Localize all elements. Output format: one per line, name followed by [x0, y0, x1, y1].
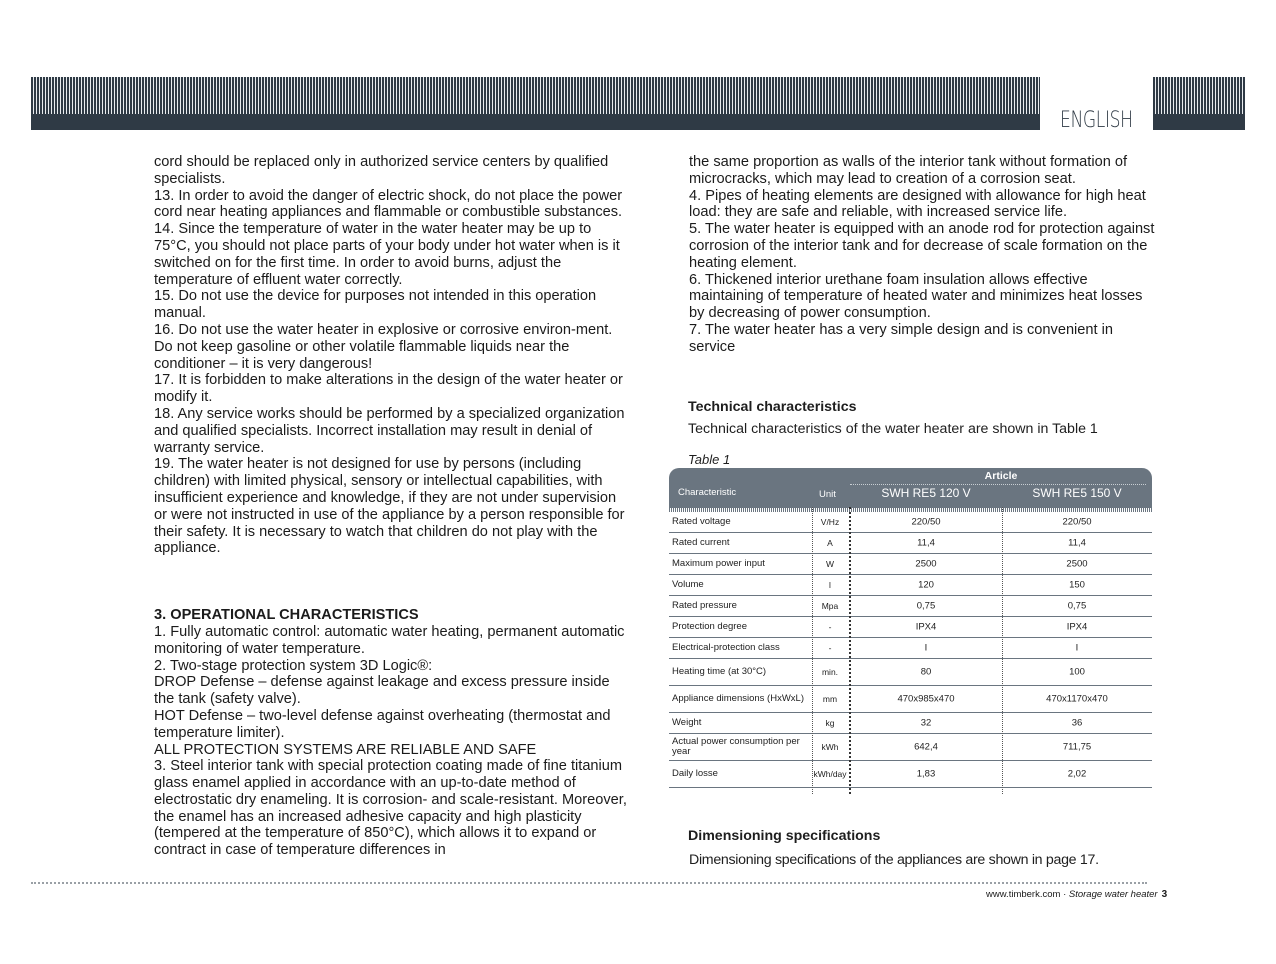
footer-title: Storage water heater: [1068, 889, 1158, 900]
table-row: Volume l 120 150: [669, 575, 1152, 596]
paragraph: 14. Since the temperature of water in the water heater may be up to 75°C, you should not place parts of your body under hot water when is it switched on for the first time. In order to avoid burns, adjust the temperature of effluent water correctly.: [154, 221, 620, 288]
paragraph: DROP Defense – defense against leakage and excess pressure inside the tank (safety valve).: [154, 674, 610, 708]
table-header: [669, 468, 1152, 508]
tech-characteristics-text: Technical characteristics of the water heater are shown in Table 1: [688, 421, 1098, 437]
table-row: Weight kg 32 36: [669, 713, 1152, 734]
header-bar-right: [1153, 77, 1245, 130]
section-title: 3. OPERATIONAL CHARACTERISTICS: [154, 607, 419, 624]
table-row: Rated current A 11,4 11,4: [669, 533, 1152, 554]
paragraph: 2. Two-stage protection system 3D Logic®:: [154, 657, 433, 674]
paragraph: 3. Steel interior tank with special protection coating made of fine titanium glass enamel applied in accordance with an up-to-date method of electrostatic dry enameling. It is corrosion- and scale-resistant. Moreover, the enamel has an increased adhesive capacity and high plasticity (tempered at the temperature of 850°C), which allows it to expand or contract in case of temperature differences in: [154, 758, 627, 859]
footer-divider: [31, 882, 1147, 884]
footer-site: www.timberk.com ·: [986, 889, 1069, 900]
header-bar-left: [31, 77, 1040, 130]
dimensioning-title: Dimensioning specifications: [688, 828, 881, 844]
article-label: Article: [984, 470, 1018, 482]
footer: [986, 889, 1167, 900]
paragraph: 13. In order to avoid the danger of electric shock, do not place the power cord near heating appliances and flammable or combustible substances.: [154, 187, 623, 221]
table-row: Rated voltage V/Hz 220/50 220/50: [669, 512, 1152, 533]
paragraph: the same proportion as walls of the interior tank without formation of microcracks, which may lead to creation of a corrosion seat.: [689, 154, 1128, 187]
header-characteristic: Characteristic: [678, 487, 737, 498]
left-column: [154, 154, 629, 859]
tech-table: [669, 468, 1152, 788]
table-row: Electrical-protection class - I I: [669, 638, 1152, 659]
paragraph: 1. Fully automatic control: automatic water heating, permanent automatic monitoring of water temperature.: [154, 623, 625, 657]
right-column: [689, 154, 1159, 356]
header-unit: Unit: [819, 489, 836, 500]
paragraph: HOT Defense – two-level defense against overheating (thermostat and temperature limiter).: [154, 707, 611, 741]
dimensioning-text: Dimensioning specifications of the appliances are shown in page 17.: [689, 852, 1099, 868]
table-row: Daily losse kWh/day 1,83 2,02: [669, 761, 1152, 788]
paragraph: 15. Do not use the device for purposes not intended in this operation manual.: [154, 288, 597, 322]
table-row: Protection degree - IPX4 IPX4: [669, 617, 1152, 638]
header-model-b: SWH RE5 150 V: [1032, 486, 1122, 500]
language-label: ENGLISH: [1060, 108, 1133, 133]
paragraph: ALL PROTECTION SYSTEMS ARE RELIABLE AND SAFE: [154, 741, 537, 758]
header-model-a: SWH RE5 120 V: [881, 486, 971, 500]
paragraph: 18. Any service works should be performed by a specialized organization and qualified specialists. Incorrect installation may result in denial of warranty service.: [154, 405, 625, 456]
paragraph: 7. The water heater has a very simple design and is convenient in service: [689, 321, 1114, 355]
paragraph: cord should be replaced only in authorized service centers by qualified specialists.: [154, 154, 609, 187]
paragraph: 5. The water heater is equipped with an anode rod for protection against corrosion of the interior tank and for decrease of scale formation on the heating element.: [689, 221, 1155, 271]
paragraph: 16. Do not use the water heater in explosive or corrosive environ-ment. Do not keep gasoline or other volatile flammable liquids near the conditioner – it is very dangerous!: [154, 321, 613, 372]
paragraph: 6. Thickened interior urethane foam insulation allows effective maintaining of temperature of heated water and minimizes heat losses by decreasing of power consumption.: [689, 271, 1143, 322]
table-row: Rated pressure Mpa 0,75 0,75: [669, 596, 1152, 617]
page-number: 3: [1161, 889, 1168, 900]
table-row: Appliance dimensions (HxWxL) mm 470x985x470 470x1170x470: [669, 686, 1152, 713]
table-row: Actual power consumption per year kWh 642,4 711,75: [669, 734, 1152, 761]
paragraph: 4. Pipes of heating elements are designed with allowance for high heat load: they are safe and reliable, with increased service life.: [689, 187, 1146, 221]
tech-characteristics-title: Technical characteristics: [688, 399, 857, 415]
table-row: Maximum power input W 2500 2500: [669, 554, 1152, 575]
paragraph: 17. It is forbidden to make alterations in the design of the water heater or modify it.: [154, 372, 623, 406]
table-row: Heating time (at 30°C) min. 80 100: [669, 659, 1152, 686]
paragraph: 19. The water heater is not designed for use by persons (including children) with limited physical, sensory or intellectual capabilities, with insufficient experience and knowledge, if they are not under supervision or were not instructed in use of the appliance by a person responsible for their safety. It is necessary to watch that children do not play with the appliance.: [154, 456, 625, 557]
table-caption: Table 1: [688, 452, 731, 467]
